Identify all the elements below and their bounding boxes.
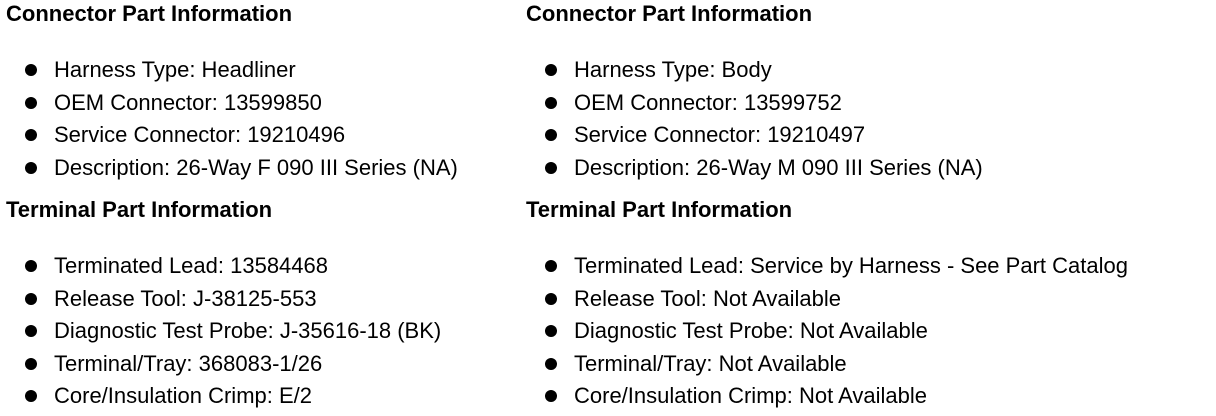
list-item	[526, 251, 1128, 284]
bullet-icon	[545, 64, 557, 76]
connector-heading: Connector Part Information	[6, 1, 293, 26]
bullet-icon	[25, 64, 37, 76]
list-item	[6, 120, 458, 153]
list-item	[6, 316, 441, 349]
bullet-icon	[25, 358, 37, 370]
list-item-text: Core/Insulation Crimp: E/2	[54, 383, 312, 408]
list-item-text: Description: 26-Way M 090 III Series (NA)	[574, 154, 983, 180]
list-item	[6, 251, 441, 284]
list-item	[526, 316, 1128, 349]
bullet-icon	[545, 293, 557, 305]
bullet-icon	[25, 293, 37, 305]
list-item	[526, 349, 1128, 382]
list-item	[6, 284, 441, 317]
terminal-info-list	[526, 251, 1128, 414]
list-item-text: Service Connector: 19210496	[54, 122, 346, 147]
list-item-text: Harness Type: Headliner	[54, 57, 296, 82]
list-item-text: Core/Insulation Crimp: Not Available	[574, 383, 927, 408]
list-item	[6, 55, 458, 88]
list-item-text: Release Tool: J-38125-553	[54, 285, 317, 311]
list-item-text: Terminal/Tray: 368083-1/26	[54, 350, 323, 376]
list-item	[526, 153, 983, 186]
list-item-text: Diagnostic Test Probe: Not Available	[574, 318, 928, 343]
bullet-icon	[545, 260, 557, 272]
bullet-icon	[545, 325, 557, 337]
bullet-icon	[545, 97, 557, 109]
terminal-heading: Terminal Part Information	[6, 197, 273, 222]
bullet-icon	[545, 162, 557, 174]
list-item-text: Diagnostic Test Probe: J-35616-18 (BK)	[54, 318, 442, 343]
terminal-heading: Terminal Part Information	[526, 197, 793, 222]
list-item	[526, 120, 983, 153]
connector-info-list	[526, 55, 983, 185]
list-item-text: Description: 26-Way F 090 III Series (NA)	[54, 154, 458, 180]
list-item	[526, 284, 1128, 317]
list-item	[6, 381, 441, 414]
list-item-text: OEM Connector: 13599850	[54, 89, 322, 115]
bullet-icon	[25, 260, 37, 272]
connector-info-list	[6, 55, 458, 185]
terminal-info-list	[6, 251, 441, 414]
bullet-icon	[545, 390, 557, 402]
list-item-text: Terminated Lead: Service by Harness - See Part Catalog	[574, 253, 1128, 278]
list-item-text: Harness Type: Body	[574, 57, 772, 82]
bullet-icon	[25, 325, 37, 337]
list-item	[6, 88, 458, 121]
list-item-text: Service Connector: 19210497	[574, 122, 866, 147]
list-item-text: OEM Connector: 13599752	[574, 89, 842, 115]
bullet-icon	[25, 390, 37, 402]
connector-heading: Connector Part Information	[526, 1, 813, 26]
list-item	[526, 88, 983, 121]
bullet-icon	[545, 129, 557, 141]
list-item-text: Release Tool: Not Available	[574, 285, 842, 311]
bullet-icon	[25, 97, 37, 109]
list-item	[526, 381, 1128, 414]
bullet-icon	[25, 162, 37, 174]
list-item-text: Terminal/Tray: Not Available	[574, 350, 847, 376]
list-item	[526, 55, 983, 88]
bullet-icon	[25, 129, 37, 141]
list-item	[6, 349, 441, 382]
bullet-icon	[545, 358, 557, 370]
list-item-text: Terminated Lead: 13584468	[54, 253, 328, 278]
list-item	[6, 153, 458, 186]
